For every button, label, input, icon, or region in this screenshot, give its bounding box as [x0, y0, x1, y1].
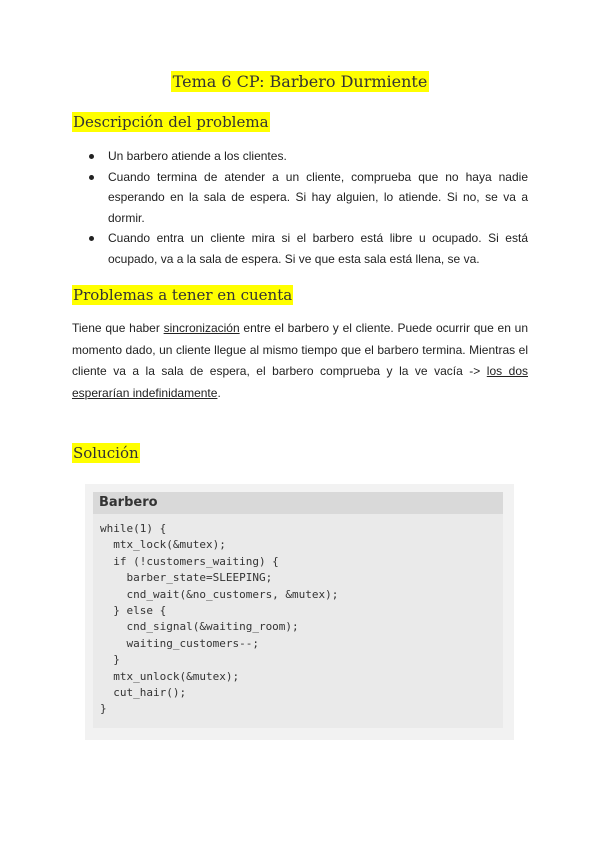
- code-caption: Barbero: [93, 492, 503, 514]
- problems-paragraph: Tiene que haber sincronización entre el barbero y el cliente. Puede ocurrir que en un momento dado, un cliente llegue al mismo tiempo que el barbero termina. Mientras el cliente va a la sala de espera, el barbero comprueba y la ve vacía -> los dos esperarían indefinidamente.: [72, 321, 528, 400]
- title-text: Tema 6 CP: Barbero Durmiente: [172, 72, 428, 91]
- list-item: Cuando termina de atender a un cliente, comprueba que no haya nadie esperando en la sala de espera. Si hay alguien, lo atiende. Si no, se va a dormir.: [72, 167, 528, 229]
- list-item: Un barbero atiende a los clientes.: [72, 146, 528, 167]
- list-item: Cuando entra un cliente mira si el barbero está libre u ocupado. Si está ocupado, va a la sala de espera. Si ve que esta sala está llena, se va.: [72, 228, 528, 269]
- code-text: while(1) { mtx_lock(&mutex); if (!customers_waiting) { barber_state=SLEEPING; cnd_wait(&no_customers, &mutex); } else { cnd_signal(&waiting_room); waiting_customers--; } mtx_unlock(&mutex); cut_hair(); }: [100, 522, 339, 716]
- code-block: [85, 484, 514, 740]
- sync-underlined: sincronización: [163, 321, 240, 335]
- heading-description: Descripción del problema: [73, 113, 269, 131]
- page-title: [0, 72, 600, 91]
- heading-solution: Solución: [73, 444, 139, 462]
- description-list: [72, 146, 528, 269]
- wait-underlined: los dos esperarían indefinidamente: [72, 364, 528, 400]
- bullet-icon: [89, 154, 94, 159]
- bullet-icon: [89, 236, 94, 241]
- heading-problems: Problemas a tener en cuenta: [73, 286, 293, 304]
- bullet-icon: [89, 175, 94, 180]
